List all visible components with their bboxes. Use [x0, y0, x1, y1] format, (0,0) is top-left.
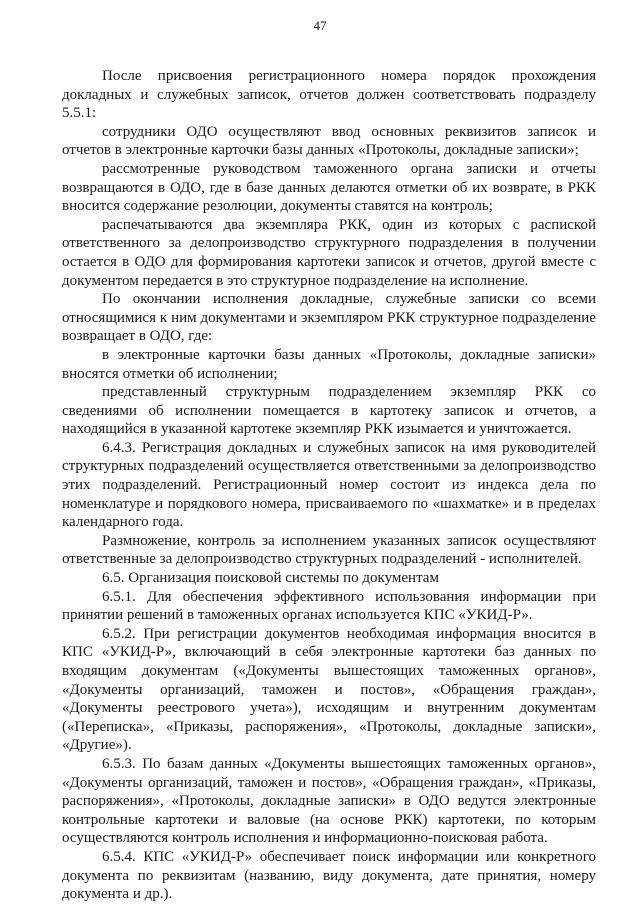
paragraph-print-rkk: распечатываются два экземпляра РКК, один из которых с распиской ответственного за делопроизводство структурного подразделения в получении остается в ОДО для формирования картотеки записок и отчетов, другой вместе с документом передается в это структурное подразделение на исполнение.: [62, 216, 596, 289]
paragraph-completion: По окончании исполнения докладные, служебные записки со всеми относящимися к ним документами и экземпляром РКК структурное подразделение возвращает в ОДО, где:: [62, 291, 596, 345]
paragraph-odo-input: сотрудники ОДО осуществляют ввод основных реквизитов записок и отчетов в электронные карточки базы данных «Протоколы, докладные записки»;: [62, 123, 596, 159]
paragraph-duplication-control: Размножение, контроль за исполнением указанных записок осуществляют ответственные за делопроизводство структурных подразделений - исполнителей.: [62, 532, 596, 568]
paragraph-review-return: рассмотренные руководством таможенного органа записки и отчеты возвращаются в ОДО, где в базе данных делаются отметки об их возврате, в РКК вносится содержание резолюции, документы ставятся на контроль;: [62, 160, 596, 215]
section-heading-6-5: 6.5. Организация поисковой системы по документам: [102, 570, 439, 587]
paragraph-6-5-4: 6.5.4. КПС «УКИД-Р» обеспечивает поиск информации или конкретного документа по реквизитам (названию, виду документа, дате принятия, номеру документа и др.).: [62, 848, 596, 903]
paragraph-rkk-replacement: представленный структурным подразделением экземпляр РКК со сведениями об исполнении помещается в картотеку записок и отчетов, а находящийся в указанной картотеке экземпляр РКК изымается и уничтожается.: [62, 384, 596, 438]
paragraph-6-5-3: 6.5.3. По базам данных «Документы вышестоящих таможенных органов», «Документы организаций, таможен и постов», «Обращения граждан», «Приказы, распоряжения», «Протоколы, докладные записки» в ОДО ведутся электронные контрольные картотеки и валовые (на основе РКК) картотеки, по которым осуществляются контроль исполнения и информационно-поисковая работа.: [62, 755, 596, 847]
paragraph-6-5-1: 6.5.1. Для обеспечения эффективного использования информации при принятии решений в таможенных органах используется КПС «УКИД-Р».: [62, 588, 596, 624]
paragraph-execution-marks: в электронные карточки базы данных «Протоколы, докладные записки» вносятся отметки об исполнении;: [62, 346, 596, 382]
document-body: [62, 67, 596, 904]
page-number: 47: [313, 18, 327, 33]
paragraph-6-5-2: 6.5.2. При регистрации документов необходимая информация вносится в КПС «УКИД-Р», включающий в себя электронные картотеки баз данных по входящим документам («Документы вышестоящих таможенных органов», «Документы организаций, таможен и постов», «Обращения граждан», «Документы реестрового учета»), исходящим и внутренним документам («Переписка», «Приказы, распоряжения», «Протоколы, докладные записки», «Другие»).: [62, 625, 596, 754]
paragraph-registration-order: После присвоения регистрационного номера порядок прохождения докладных и служебных записок, отчетов должен соответствовать подразделу 5.5.1:: [62, 68, 596, 122]
paragraph-6-4-3: 6.4.3. Регистрация докладных и служебных записок на имя руководителей структурных подразделений осуществляется ответственными за делопроизводство этих подразделений. Регистрационный номер состоит из индекса дела по номенклатуре и порядкового номера, присваиваемого по «шахматке» и в пределах календарного года.: [62, 439, 596, 531]
